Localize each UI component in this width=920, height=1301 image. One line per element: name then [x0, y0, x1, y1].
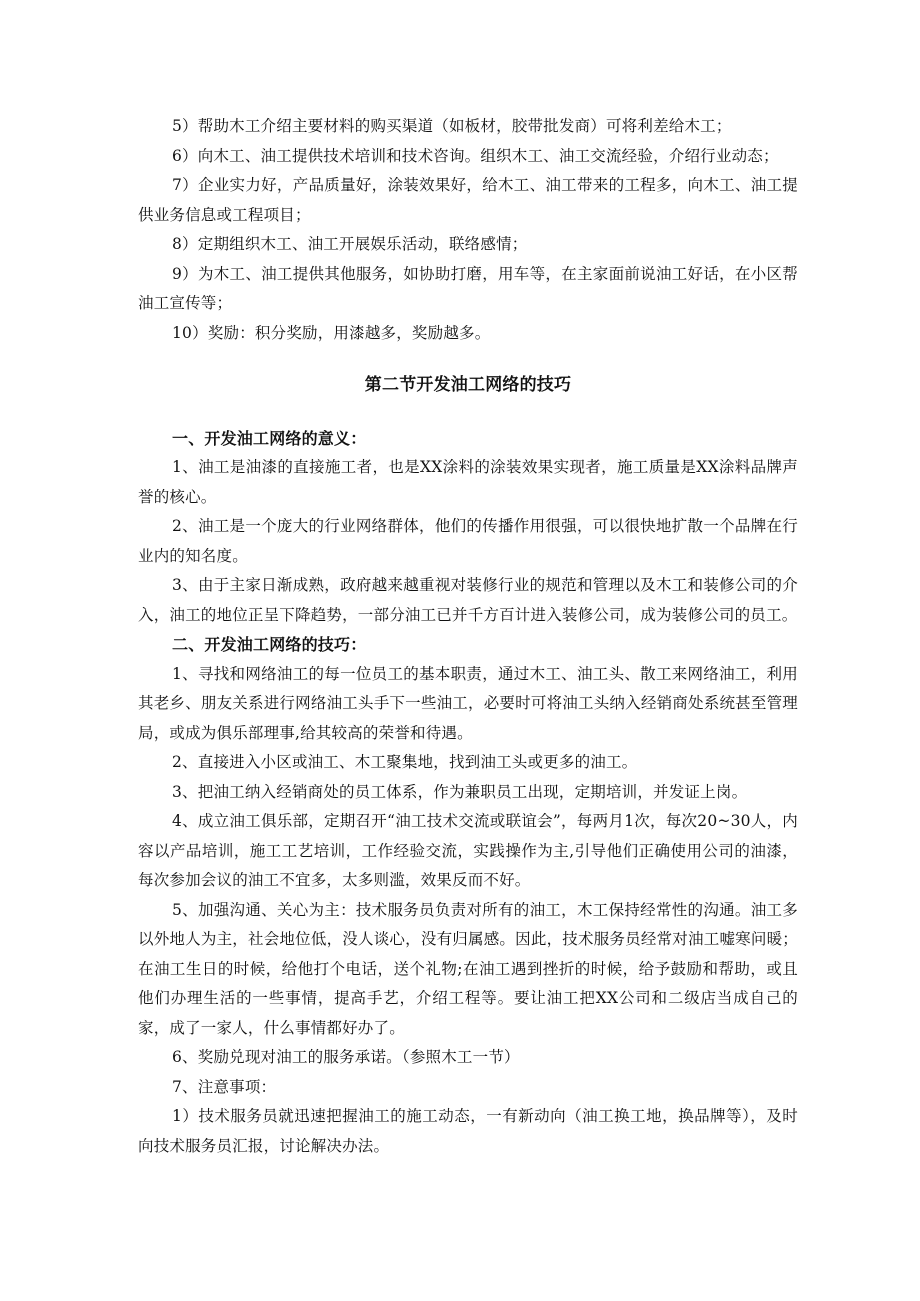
list-item-9: 9）为木工、油工提供其他服务，如协助打磨，用车等，在主家面前说油工好话，在小区帮油工宣传等； — [138, 264, 798, 312]
section-title: 第二节开发油工网络的技巧 — [364, 375, 572, 395]
list-item-6: 6）向木工、油工提供技术培训和技术咨询。组织木工、油工交流经验，介绍行业动态； — [172, 146, 779, 165]
part-two-paragraph-3: 3、把油工纳入经销商处的员工体系，作为兼职员工出现，定期培训，并发证上岗。 — [172, 782, 748, 801]
part-two-paragraph-2: 2、直接进入小区或油工、木工聚集地，找到油工头或更多的油工。 — [172, 753, 638, 771]
part-two-heading: 二、开发油工网络的技巧： — [172, 635, 367, 654]
list-item-5: 5）帮助木工介绍主要材料的购买渠道（如板材，胶带批发商）可将利差给木工； — [172, 117, 732, 135]
part-one-paragraph-1: 1、油工是油漆的直接施工者，也是XX涂料的涂装效果实现者，施工质量是XX涂料品牌声誉的核心。 — [138, 458, 798, 506]
document-body — [138, 112, 798, 1161]
part-two-paragraph-4: 4、成立油工俱乐部，定期召开“油工技术交流或联谊会”，每两月1次，每次20~30人，内容以产品培训，施工工艺培训，工作经验交流，实践操作为主,引导他们正确使用公司的油漆，每次参加会议的油工不宜多，太多则滥，效果反而不好。 — [138, 812, 798, 889]
part-one-paragraph-2: 2、油工是一个庞大的行业网络群体，他们的传播作用很强，可以很快地扩散一个品牌在行业内的知名度。 — [138, 517, 798, 565]
part-two-paragraph-1: 1、寻找和网络油工的每一位员工的基本职责，通过木工、油工头、散工来网络油工，利用其老乡、朋友关系进行网络油工头手下一些油工，必要时可将油工头纳入经销商处系统甚至管理局，或成为俱乐部理事,给其较高的荣誉和待遇。 — [138, 664, 798, 742]
list-item-10: 10）奖励：积分奖励，用漆越多，奖励越多。 — [172, 323, 491, 342]
list-item-7: 7）企业实力好，产品质量好，涂装效果好，给木工、油工带来的工程多，向木工、油工提供业务信息或工程项目； — [138, 176, 798, 224]
list-item-8: 8）定期组织木工、油工开展娱乐活动，联络感情； — [172, 235, 528, 253]
part-one-paragraph-3: 3、由于主家日渐成熟，政府越来越重视对装修行业的规范和管理以及木工和装修公司的介入，油工的地位正呈下降趋势，一部分油工已并千方百计进入装修公司，成为装修公司的员工。 — [138, 576, 798, 624]
part-one-heading: 一、开发油工网络的意义： — [172, 428, 367, 448]
part-two-paragraph-8: 1）技术服务员就迅速把握油工的施工动态，一有新动向（油工换工地，换品牌等），及时向技术服务员汇报，讨论解决办法。 — [138, 1107, 798, 1155]
part-two-paragraph-5: 5、加强沟通、关心为主：技术服务员负责对所有的油工，木工保持经常性的沟通。油工多以外地人为主，社会地位低，没人谈心，没有归属感。因此，技术服务员经常对油工嘘寒问暖；在油工生日的时候，给他打个电话，送个礼物;在油工遇到挫折的时候，给予鼓励和帮助，或且他们办理生活的一些事情，提高手艺，介绍工程等。要让油工把XX公司和二级店当成自己的家，成了一家人，什么事情都好办了。 — [138, 900, 798, 1037]
part-two-paragraph-6: 6、奖励兑现对油工的服务承诺。（参照木工一节） — [172, 1048, 520, 1066]
part-two-paragraph-7: 7、注意事项： — [172, 1077, 277, 1096]
